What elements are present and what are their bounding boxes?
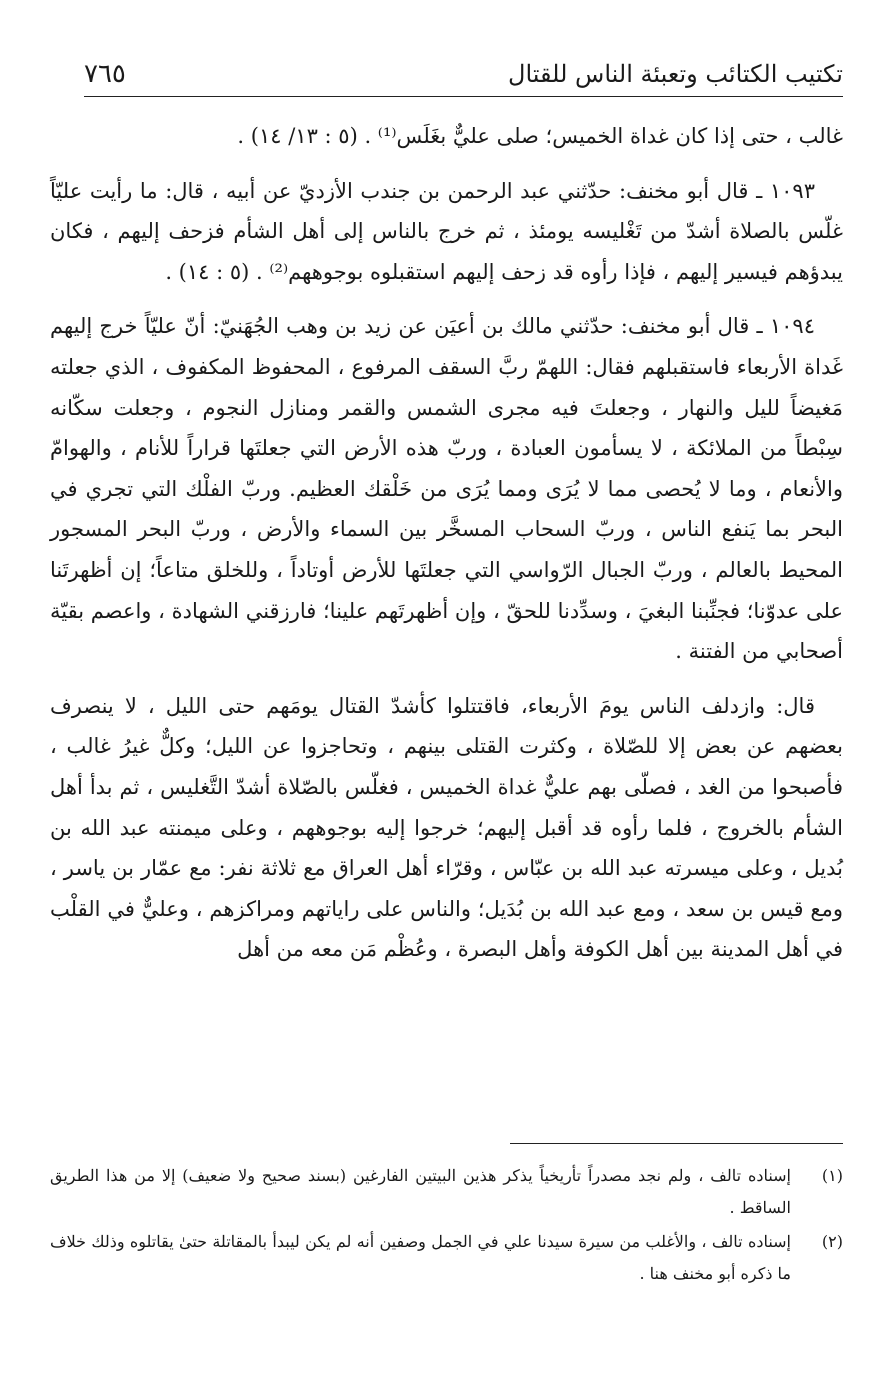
- footnotes: [50, 1160, 843, 1290]
- footnote-2: [50, 1226, 843, 1290]
- footnote-text: إسناده تالف ، ولم نجد مصدراً تأريخياً يذكر هذين البيتين الفارغين (بسند صحيح ولا ضعيف) إلا من هذا الطريق الساقط .: [50, 1166, 791, 1217]
- footnote-number: (١): [821, 1166, 843, 1185]
- paragraph-1093: ١٠٩٣ ـ قال أبو مخنف: حدّثني عبد الرحمن بن جندب الأزديّ عن أبيه ، قال: ما رأيت عليّاً غلّس بالصلاة أشدّ من تَغْليسه يومئذ ، ثم خرج بالناس إلى أهل الشأم فزحف إليهم ، فكان يبدؤهم فيسير إليهم ، فإذا رأوه قد زحف إليهم استقبلوه بوجوههم⁽²⁾ . (٥ : ١٤) .: [50, 178, 843, 284]
- paragraph-battle: قال: وازدلف الناس يومَ الأربعاء، فاقتتلوا كأشدّ القتال يومَهم حتى الليل ، لا ينصرف بعضهم عن بعض إلا للصّلاة ، وكثرت القتلى بينهم ، وتحاجزوا عن الليل؛ وكلٌّ غيرُ غالب ، فأصبحوا من الغد ، فصلّى بهم عليٌّ غداة الخميس ، فغلّس بالصّلاة أشدّ التَّغليس ، ثم بدأ أهل الشأم بالخروج ، فلما رأوه قد أقبل إليهم؛ خرجوا إليه بوجوههم ، وعلى ميمنته عبد الله بن بُديل ، وعلى ميسرته عبد الله بن عبّاس ، وقرّاء أهل العراق مع ثلاثة نفر: مع عمّار بن ياسر ، ومع قيس بن سعد ، ومع عبد الله بن بُدَيل؛ والناس على راياتهم ومراكزهم ، وعليٌّ في القلْب في أهل المدينة بين أهل الكوفة وأهل البصرة ، وعُظْم مَن معه من أهل: [50, 693, 843, 962]
- page-number: ٧٦٥: [84, 59, 126, 89]
- footnote-divider: [510, 1143, 843, 1144]
- main-text: [50, 116, 843, 970]
- paragraph-1094: ١٠٩٤ ـ قال أبو مخنف: حدّثني مالك بن أعيَن عن زيد بن وهب الجُهَنيّ: أنّ عليّاً خرج إليهم غَداة الأربعاء فاستقبلهم فقال: اللهمّ ربَّ السقف المرفوع ، المحفوظ المكفوف ، الذي جعلته مَغيضاً لليل والنهار ، وجعلتَ فيه مجرى الشمس والقمر ومنازل النجوم ، وجعلت سكّانه سِبْطاً من الملائكة ، لا يسأمون العبادة ، وربّ هذه الأرض التي جعلتَها قراراً للأنام ، والهوامّ والأنعام ، وما لا يُحصى مما لا يُرَى ومما يُرَى من خَلْقك العظيم. وربّ الفلْك التي تجري في البحر بما يَنفع الناس ، وربّ السحاب المسخَّر بين السماء والأرض ، وربّ البحر المسجور المحيط بالعالم ، وربّ الجبال الرّواسي التي جعلتَها للأرض أوتاداً ، وللخلق متاعاً؛ إن أظهرتَنا على عدوّنا؛ فجنِّبنا البغيَ ، وسدِّدنا للحقّ ، وإن أظهرتَهم علينا؛ فارزقني الشهادة ، واعصم بقيّة أصحابي من الفتنة .: [50, 314, 843, 664]
- chapter-title: تكتيب الكتائب وتعبئة الناس للقتال: [508, 60, 843, 88]
- footnote-number: (٢): [821, 1232, 843, 1251]
- footnote-1: [50, 1160, 843, 1224]
- paragraph-continuation: غالب ، حتى إذا كان غداة الخميس؛ صلى عليٌّ بغَلَس⁽¹⁾ . (٥ : ١٣/ ١٤) .: [237, 124, 843, 148]
- running-header: [84, 56, 843, 97]
- footnote-text: إسناده تالف ، والأغلب من سيرة سيدنا علي في الجمل وصفين أنه لم يكن ليبدأ بالمقاتلة حتىٰ يقاتلوه وذلك خلاف ما ذكره أبو مخنف هنا .: [50, 1232, 792, 1283]
